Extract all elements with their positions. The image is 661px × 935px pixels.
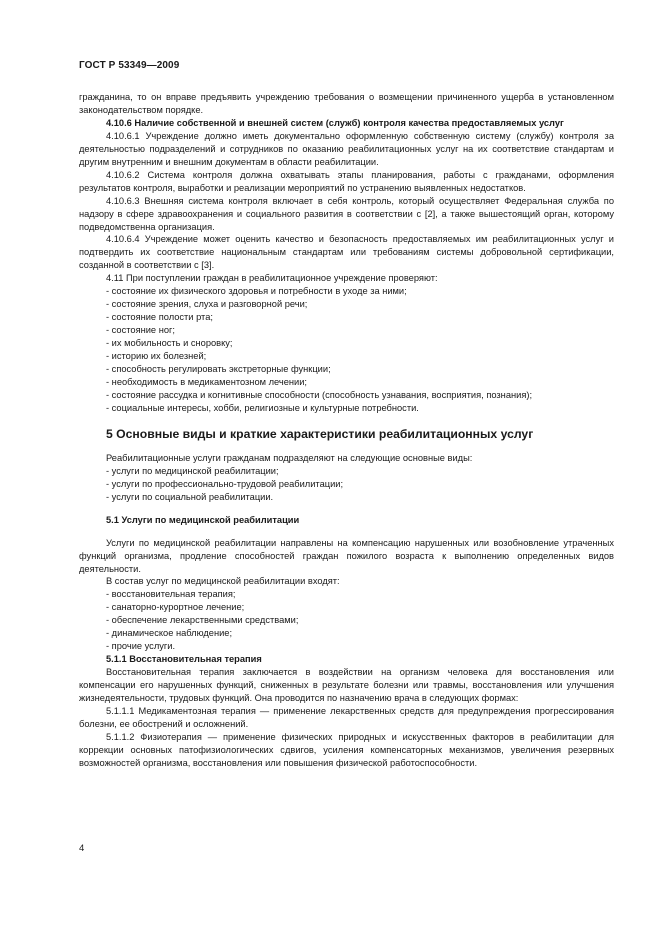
document-code-header: ГОСТ Р 53349—2009 bbox=[79, 60, 180, 71]
section-heading-5: 5 Основные виды и краткие характеристики реабилитационных услуг bbox=[106, 426, 534, 441]
list-item: - историю их болезней; bbox=[106, 351, 207, 362]
list-item: - их мобильность и сноровку; bbox=[106, 338, 233, 349]
list-item: - динамическое наблюдение; bbox=[106, 628, 233, 639]
list-item: - прочие услуги. bbox=[106, 641, 176, 652]
list-item: - состояние их физического здоровья и потребности в уходе за ними; bbox=[106, 286, 407, 297]
clause-4-10-6-3: 4.10.6.3 Внешняя система контроля включает в себя контроль, который осуществляет Федеральная служба по надзору в сфере здравоохранения и социального развития в соответствии с [2], а также вышестоящий орган, которому подведомственна организация. bbox=[79, 195, 614, 232]
list-item: - обеспечение лекарственными средствами; bbox=[106, 615, 299, 626]
list-item: - услуги по профессионально-трудовой реабилитации; bbox=[106, 478, 344, 489]
list-item: - состояние зрения, слуха и разговорной речи; bbox=[106, 299, 308, 310]
clause-4-10-6-4: 4.10.6.4 Учреждение может оценить качество и безопасность предоставляемых им реабилитационных услуг и подтвердить их соответствие национальным стандартам или требованиям системы добровольной сертификации, созданной в соответствии с [3]. bbox=[79, 234, 614, 271]
list-item: - состояние ног; bbox=[106, 325, 175, 336]
clause-5-1-1-1: 5.1.1.1 Медикаментозная терапия — применение лекарственных средств для предупреждения прогрессирования болезни, ее обострений и осложнений. bbox=[79, 705, 614, 729]
page-number: 4 bbox=[79, 843, 85, 854]
paragraph: гражданина, то он вправе предъявить учреждению требования о возмещении причиненного ущерба в установленном законодательством порядке. bbox=[79, 92, 614, 115]
paragraph: Реабилитационные услуги гражданам подразделяют на следующие основные виды: bbox=[106, 452, 473, 463]
list-item: - состояние рассудка и когнитивные способности (способность узнавания, восприятия, познания); bbox=[106, 389, 533, 400]
clause-heading-5-1-1: 5.1.1 Восстановительная терапия bbox=[106, 654, 262, 665]
list-item: - социальные интересы, хобби, религиозные и культурные потребности. bbox=[106, 402, 419, 413]
document-body bbox=[79, 91, 614, 770]
list-item: - способность регулировать экстреторные функции; bbox=[106, 364, 331, 375]
list-item: - необходимость в медикаментозном лечении; bbox=[106, 376, 307, 387]
clause-heading-4-10-6: 4.10.6 Наличие собственной и внешней систем (служб) контроля качества предоставляемых услуг bbox=[106, 117, 564, 128]
section-heading-5-1: 5.1 Услуги по медицинской реабилитации bbox=[106, 514, 300, 525]
paragraph: Восстановительная терапия заключается в воздействии на организм человека для восстановления или компенсации его нарушенных функций, сниженных в результате болезни или травмы, восстановления или улучшения жизнедеятельности, трудовых функций. Она проводится по назначению врача в следующих формах: bbox=[79, 667, 614, 704]
list-item: - услуги по медицинской реабилитации; bbox=[106, 465, 279, 476]
list-item: - санаторно-курортное лечение; bbox=[106, 602, 245, 613]
clause-5-1-1-2: 5.1.1.2 Физиотерапия — применение физических природных и искусственных факторов в реабилитации для коррекции основных патофизиологических сдвигов, усиления компенсаторных механизмов, увеличения резервных возможностей организма, восстановления или повышения физической работоспособности. bbox=[79, 731, 614, 768]
clause-4-10-6-1: 4.10.6.1 Учреждение должно иметь документально оформленную собственную систему (службу) контроля за деятельностью подразделений и сотрудников по оказанию реабилитационных услуг на их соответствие стандартам и другим внутренним и внешним документам в области реабилитации. bbox=[79, 130, 614, 167]
clause-4-10-6-2: 4.10.6.2 Система контроля должна охватывать этапы планирования, работы с гражданами, оформления результатов контроля, выработки и реализации мероприятий по устранению выявленных недостатков. bbox=[79, 169, 614, 193]
paragraph: В состав услуг по медицинской реабилитации входят: bbox=[106, 576, 340, 587]
list-item: - услуги по социальной реабилитации. bbox=[106, 491, 274, 502]
clause-4-11: 4.11 При поступлении граждан в реабилитационное учреждение проверяют: bbox=[106, 273, 438, 284]
list-item: - состояние полости рта; bbox=[106, 312, 213, 323]
list-item: - восстановительная терапия; bbox=[106, 589, 236, 600]
paragraph: Услуги по медицинской реабилитации направлены на компенсацию нарушенных или возобновление утраченных функций организма, продление способностей граждан пожилого возраста к выполнению определенных видов деятельности. bbox=[79, 537, 614, 574]
